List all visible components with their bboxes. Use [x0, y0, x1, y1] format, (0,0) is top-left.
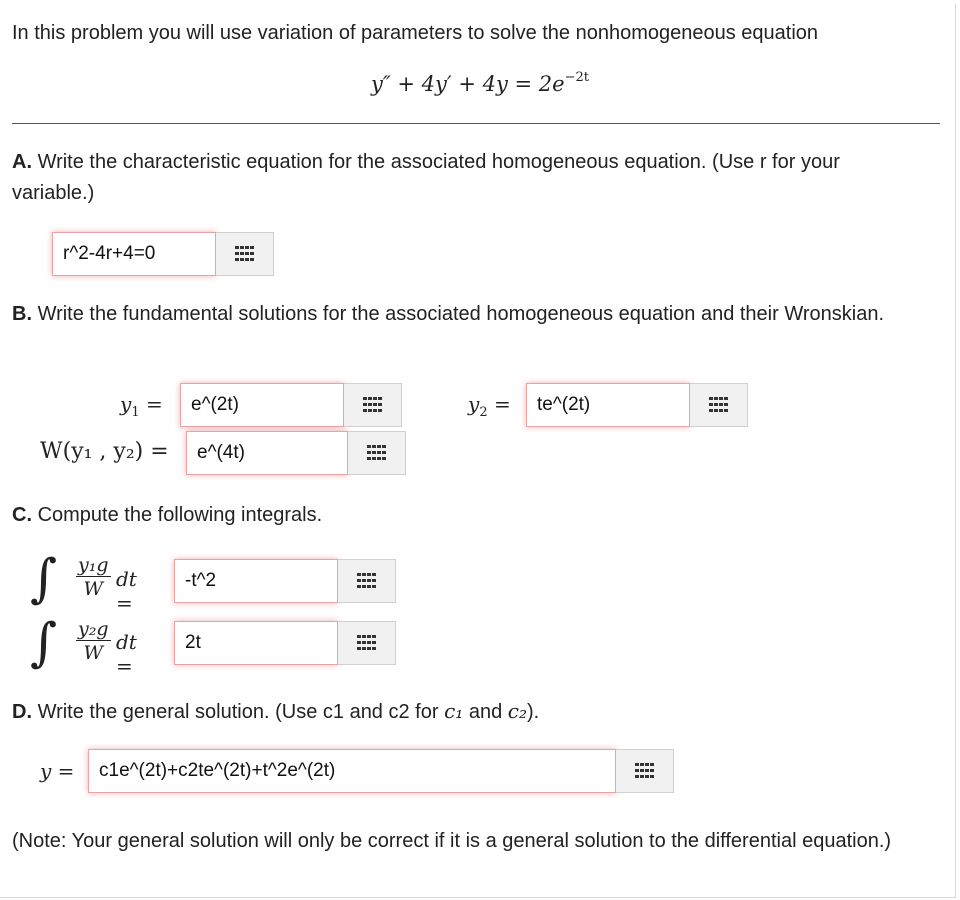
part-c-prompt — [12, 500, 912, 531]
wronskian-input[interactable] — [186, 431, 348, 475]
characteristic-equation-input[interactable] — [52, 232, 216, 276]
y1-label: $y_1$ = — [120, 392, 163, 420]
keypad-icon — [357, 573, 377, 589]
y1-input[interactable] — [180, 383, 344, 427]
wronskian-label: W(y₁ , y₂) = — [40, 439, 169, 464]
part-a-letter: A. — [12, 151, 32, 173]
divider — [12, 123, 940, 124]
general-solution-label: y = — [40, 759, 75, 783]
part-c-letter: C. — [12, 504, 32, 526]
note-text: (Note: Your general solution will only be correct if it is a general solution to the differential equation.) — [12, 830, 892, 852]
equation-lhs: y″ + 4y′ + 4y = 2e — [371, 72, 565, 96]
keypad-icon — [709, 397, 729, 413]
integral-sign: ∫ — [30, 549, 58, 609]
y2-input[interactable] — [526, 383, 690, 427]
keypad-button-d[interactable] — [616, 749, 674, 793]
keypad-button-w[interactable] — [348, 431, 406, 475]
keypad-button-y1[interactable] — [344, 383, 402, 427]
keypad-button-y2[interactable] — [690, 383, 748, 427]
keypad-icon — [635, 763, 655, 779]
integral-1-input[interactable] — [174, 559, 338, 603]
part-d-letter: D. — [12, 701, 32, 723]
part-b-text: Write the fundamental solutions for the associated homogeneous equation and their Wronskian. — [37, 303, 885, 325]
integral-2-input[interactable] — [174, 621, 338, 665]
problem-intro: In this problem you will use variation of parameters to solve the nonhomogeneous equation — [12, 22, 819, 44]
general-solution-input[interactable] — [88, 749, 616, 793]
y2-label: $y_2$ = — [468, 392, 511, 420]
part-b-prompt — [12, 299, 912, 330]
integral-2-dt: dt = — [116, 630, 137, 678]
keypad-icon — [367, 445, 387, 461]
keypad-icon — [235, 246, 255, 262]
keypad-button-int1[interactable] — [338, 559, 396, 603]
part-a-text: Write the characteristic equation for the associated homogeneous equation. (Use r for your variable.) — [12, 151, 840, 204]
integral-1-fraction: $\frac{\text{y₁g}}{W}$ — [78, 554, 109, 600]
main-equation — [0, 72, 960, 96]
keypad-button-int2[interactable] — [338, 621, 396, 665]
integral-2-fraction: $\frac{\text{y₂g}}{W}$ — [78, 618, 109, 664]
part-a-prompt — [12, 147, 912, 209]
integral-sign: ∫ — [30, 613, 58, 673]
equation-exponent: −2t — [564, 70, 589, 85]
integral-1-dt: dt = — [116, 567, 137, 615]
part-c-text: Compute the following integrals. — [37, 504, 323, 526]
part-d-prompt: D. Write the general solution. (Use c1 and c2 for c₁ and c₂). — [12, 699, 540, 723]
part-b-letter: B. — [12, 303, 32, 325]
keypad-icon — [363, 397, 383, 413]
keypad-button-a[interactable] — [216, 232, 274, 276]
keypad-icon — [357, 635, 377, 651]
